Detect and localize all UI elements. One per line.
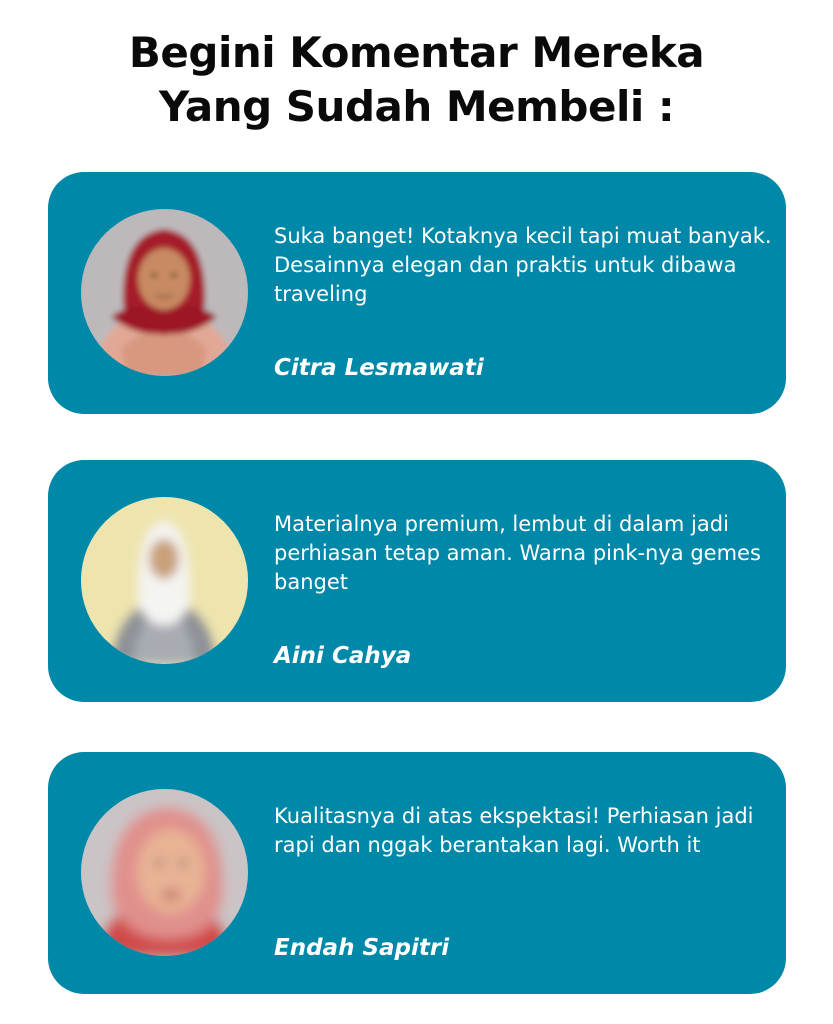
testimonial-card-2: [48, 460, 786, 702]
avatar-photo-icon: [81, 789, 248, 956]
page-title: [0, 26, 833, 134]
testimonial-quote: Suka banget! Kotaknya kecil tapi muat banyak. Desainnya elegan dan praktis untuk dibawa traveling: [274, 224, 772, 306]
avatar: [81, 497, 248, 664]
page-title-line-1: Begini Komentar Mereka: [128, 28, 705, 77]
testimonial-quote: Kualitasnya di atas ekspektasi! Perhiasan jadi rapi dan nggak berantakan lagi. Worth it: [274, 804, 754, 857]
testimonial-author: Endah Sapitri: [274, 935, 450, 961]
avatar: [81, 789, 248, 956]
avatar: [81, 209, 248, 376]
avatar-photo-icon: [81, 497, 248, 664]
testimonial-card-1: [48, 172, 786, 414]
testimonial-author: Citra Lesmawati: [274, 355, 484, 381]
testimonial-author: Aini Cahya: [274, 643, 412, 669]
testimonial-quote: Materialnya premium, lembut di dalam jadi perhiasan tetap aman. Warna pink-nya gemes banget: [274, 512, 761, 594]
testimonial-card-3: [48, 752, 786, 994]
avatar-photo-icon: [81, 209, 248, 376]
page-title-line-2: Yang Sudah Membeli :: [158, 82, 675, 131]
